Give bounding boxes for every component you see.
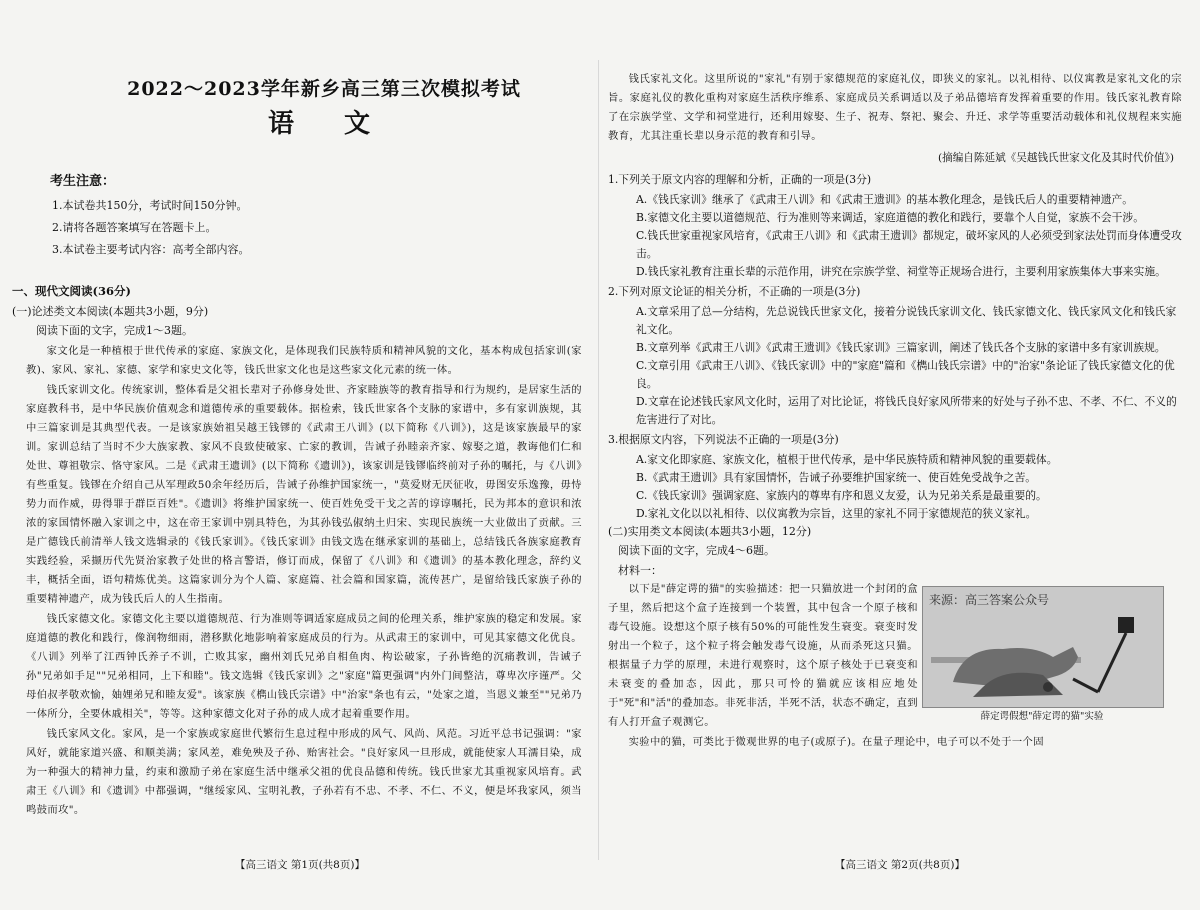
exam-title: 2022～2023学年新乡高三第三次模拟考试 — [127, 78, 521, 100]
reading-instruction: 阅读下面的文字，完成1～3题。 — [36, 324, 193, 337]
question-stem: 3.根据原文内容，下列说法不正确的一项是(3分) — [608, 433, 839, 446]
article-paragraph: 钱氏家礼文化。这里所说的"家礼"有别于家德规范的家庭礼仪，即狭义的家礼。以礼相待、以仪寓教是家礼文化的宗旨。家庭礼仪的教化重构对家庭生活秩序维系、家庭成员关系调适以及子弟品德培育发挥着重要的作用。钱氏家礼教育除了在宗族学堂、文学和祠堂进行，还利用嫁娶、生子、祝寿、祭祀、聚会、升迁、求学等重要活动载体和礼仪规程来实施教育，尤其注重长辈以身示范的教育和引导。 — [608, 73, 1182, 142]
question-option: D.钱氏家礼教育注重长辈的示范作用，讲究在宗族学堂、祠堂等正规场合进行，主要利用家族集体大事来实施。 — [636, 265, 1166, 278]
question-option: B.《武肃王遗训》具有家国情怀，告诫子孙要维护国家统一、使百姓免受战争之苦。 — [636, 471, 1037, 484]
subject-title: 语文 — [267, 109, 420, 139]
page-2 — [600, 0, 1200, 910]
notice-item: 1.本试卷共150分，考试时间150分钟。 — [52, 199, 248, 212]
reading-instruction: 阅读下面的文字，完成4～6题。 — [618, 544, 775, 557]
question-stem: 1.下列关于原文内容的理解和分析，正确的一项是(3分) — [608, 173, 872, 186]
article-paragraph: 家文化是一种植根于世代传承的家庭、家族文化，是体现我们民族特质和精神风貌的文化，基本构成包括家训(家教)、家风、家礼、家德、家学和家史文化等，钱氏世家文化也是这些家文化元素的统一体。 — [26, 345, 582, 376]
material-label: 材料一： — [618, 564, 662, 577]
article-paragraph: 钱氏家德文化。家德文化主要以道德规范、行为准则等调适家庭成员之间的伦理关系，维护家族的稳定和发展。家庭道德的教化和践行，像润物细雨，潜移默化地影响着家庭成员的行为。从武肃王的家训中，可见其家德文化优良。《八训》列举了江西钟氏养子不训，亡败其家，幽州刘氏兄弟自相鱼肉、构讼破家，子孙皆绝的沉痛教训，告诫子孙"兄弟如手足""兄弟相同，上下和睦"。钱文选辑《钱氏家训》之"家庭"篇更强调"内外门间整洁，尊卑次序谨严。父母伯叔孝敬欢愉，妯娌弟兄和睦友爱"。该家族《檇山钱氏宗谱》中"治家"条也有云，"处家之道，当恩义兼至""兄弟乃一体所分，全要休戚相关"，等等。这种家德文化对子孙的成人成才起着重要作用。 — [26, 613, 582, 720]
page-footer: 【高三语文 第2页(共8页)】 — [835, 859, 965, 871]
article-paragraph: 钱氏家训文化。传统家训，整体看是父祖长辈对子孙修身处世、齐家睦族等的教育指导和行为规约，是居家生活的家庭教科书，是中华民族价值观念和道德传承的重要载体。据检索，钱氏世家各个支脉的家谱中，多有家训族规，其中三篇家训是其典型代表。一是该家族始祖吴越王钱镠的《武肃王八训》(以下简称《八训》)，这是该家族最早的家训。家训总结了当时不少大族家教、家风不良致使破家、亡家的教训，告诫子孙睦亲齐家、嫁娶之道，教诲他们仁和处世、尊祖敬宗、恪守家风。二是《武肃王遗训》(以下简称《遗训》)，该家训是钱镠临终前对子孙的嘱托，与《八训》有些重复。钱镠在介绍自己从军理政50余年经历后，告诫子孙维护国家统一，"莫爱财无厌征收，毋图安乐逸豫，毋恃势力而作威，毋得罪于群臣百姓"。《遗训》将维护国家统一、使百姓免受干戈之苦的谆谆嘱托，民为邦本的意识和浓浓的家国情怀融入家训之中，这在帝王家训中别具特色，为其孙钱弘俶纳土归宋、实现民族统一大业做出了贡献。三是广德钱氏前清举人钱文选辑录的《钱氏家训》。《钱氏家训》由钱文选在继承家训的基础上，总结钱氏各族家庭教育实践经验，采撷历代先贤治家教子处世的格言警语，修订而成，保留了《八训》和《遗训》的基本教化理念，辞约义丰，概括全面，语句精炼优美。这篇家训分为个人篇、家庭篇、社会篇和国家篇，流传甚广，是留给钱氏家族子孙的重要精神遗产，成为钱氏后人的人生指南。 — [26, 384, 582, 605]
notice-heading: 考生注意： — [50, 174, 116, 189]
article-source: (摘编自陈延斌《吴越钱氏世家文化及其时代价值》) — [937, 152, 1174, 164]
subsection-heading: (二)实用类文本阅读(本题共3小题，12分) — [608, 525, 812, 538]
notice-item: 3.本试卷主要考试内容：高考全部内容。 — [52, 243, 250, 256]
notice-item: 2.请将各题答案填写在答题卡上。 — [52, 221, 217, 234]
question-option: A.文章采用了总—分结构，先总说钱氏世家文化，接着分说钱氏家训文化、钱氏家德文化、钱氏家风文化和钱氏家礼文化。 — [636, 305, 1177, 336]
question-option: A.《钱氏家训》继承了《武肃王八训》和《武肃王遗训》的基本教化理念，是钱氏后人的重要精神遗产。 — [636, 193, 1134, 206]
section-heading: 一、现代文阅读(36分) — [12, 284, 131, 298]
question-option: C.钱氏世家重视家风培育，《武肃王八训》和《武肃王遗训》都规定，破坏家风的人必须受到家法处罚而身体遭受攻击。 — [636, 229, 1182, 260]
page-footer: 【高三语文 第1页(共8页)】 — [235, 859, 365, 871]
material-paragraph: 以下是"薛定谔的猫"的实验描述：把一只猫放进一个封闭的盒子里，然后把这个盒子连接到一个装置，其中包含一个原子核和毒气设施。设想这个原子核有50%的可能性发生衰变。衰变时发射出一个粒子，这个粒子将会触发毒气设施，从而杀死这只猫。根据量子力学的原理，未进行观察时，这个原子核处于已衰变和未衰变的叠加态，因此，那只可怜的猫就应该相应地处于"死"和"活"的叠加态。非死非活，半死不活，状态不确定，直到有人打开盒子观测它。 — [608, 583, 918, 728]
figure-watermark: 来源：高三答案公众号 — [929, 593, 1050, 607]
question-option: D.文章在论述钱氏家风文化时，运用了对比论证，将钱氏良好家风所带来的好处与子孙不忠、不孝、不仁、不义的危害进行了对比。 — [636, 395, 1177, 426]
question-option: C.《钱氏家训》强调家庭、家族内的尊卑有序和恩义友爱，认为兄弟关系是最重要的。 — [636, 489, 1047, 502]
question-option: B.文章列举《武肃王八训》《武肃王遗训》《钱氏家训》三篇家训，阐述了钱氏各个支脉的家谱中多有家训族规。 — [636, 341, 1166, 354]
question-option: D.家礼文化以以礼相待、以仪寓教为宗旨，这里的家礼不同于家德规范的狭义家礼。 — [636, 507, 1037, 520]
material-paragraph: 实验中的猫，可类比于微观世界的电子(或原子)。在量子理论中，电子可以不处于一个固 — [628, 736, 1044, 748]
question-option: B.家德文化主要以道德规范、行为准则等来调适，家庭道德的教化和践行，要靠个人自觉，家族不会干涉。 — [636, 211, 1145, 224]
subsection-heading: (一)论述类文本阅读(本题共3小题，9分) — [12, 305, 209, 318]
question-option: C.文章引用《武肃王八训》、《钱氏家训》中的"家庭"篇和《檇山钱氏宗谱》中的"治家"条论证了钱氏家德文化的优良。 — [636, 359, 1175, 390]
figure-caption: 薛定谔假想"薛定谔的猫"实验 — [980, 711, 1104, 722]
figure-image — [922, 586, 1164, 708]
question-stem: 2.下列对原文论证的相关分析，不正确的一项是(3分) — [608, 285, 861, 298]
schrodinger-figure — [922, 586, 1162, 724]
question-option: A.家文化即家庭、家族文化，植根于世代传承，是中华民族特质和精神风貌的重要载体。 — [636, 453, 1058, 466]
article-paragraph: 钱氏家风文化。家风，是一个家族或家庭世代繁衍生息过程中形成的风气、风尚、风范。习近平总书记强调："家风好，就能家道兴盛、和顺美满；家风差，难免殃及子孙、贻害社会。"良好家风一旦形成，就能使家人耳濡目染，成为一种强大的精神力量，约束和激励子弟在家庭生活中继承父祖的优良品德和传统。钱氏世家尤其重视家风培育。武肃王《八训》和《遗训》中都强调，"继绥家风、宝明礼教，子孙若有不忠、不孝、不仁、不义，便是坏我家风，须当鸣鼓而攻"。 — [26, 728, 582, 816]
material-block — [608, 580, 1182, 732]
